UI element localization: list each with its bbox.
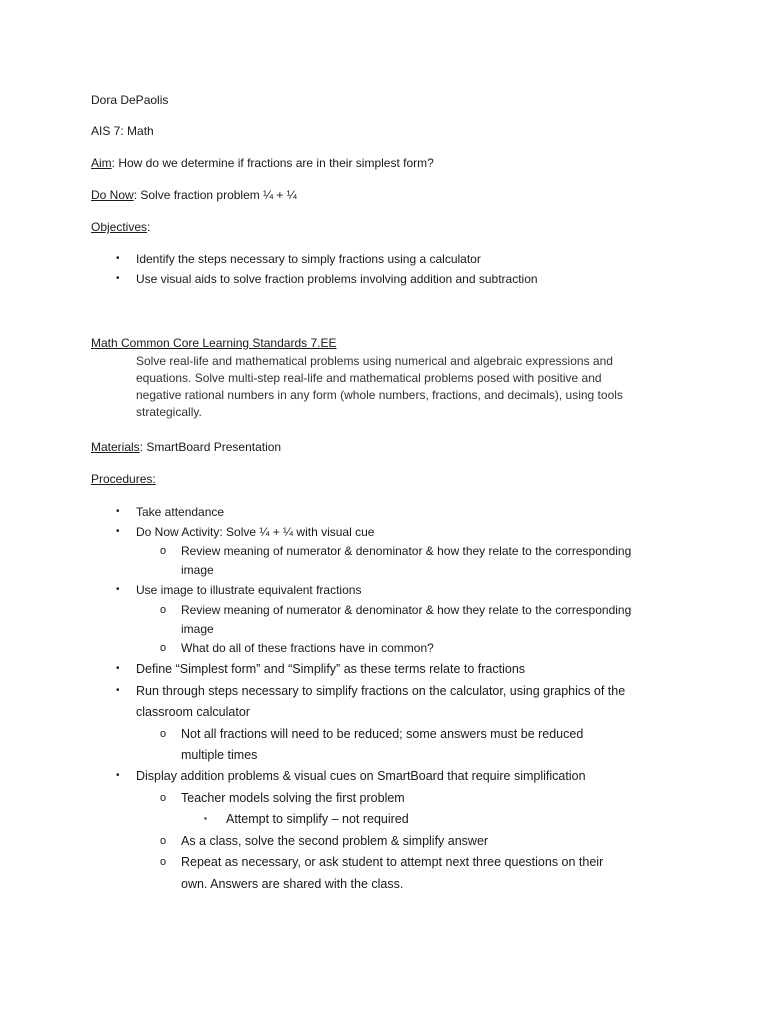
objective-item: Identify the steps necessary to simply fractions using a calculator	[136, 252, 481, 266]
standards-line: Solve real-life and mathematical problems using numerical and algebraic expressions and	[136, 354, 613, 368]
aim-label: Aim	[91, 156, 112, 170]
procedure-subitem: Review meaning of numerator & denominator & how they relate to the corresponding	[181, 603, 632, 617]
procedure-subitem: Repeat as necessary, or ask student to attempt next three questions on their	[181, 855, 604, 869]
procedure-subitem-cont: image	[181, 622, 214, 636]
procedure-subitem-cont: image	[181, 563, 214, 577]
procedure-subsubitem: Attempt to simplify – not required	[226, 812, 409, 826]
objectives-heading	[91, 219, 150, 235]
bullet-disc: •	[116, 584, 120, 595]
procedure-subitem: As a class, solve the second problem & simplify answer	[181, 834, 489, 848]
standards-line: strategically.	[136, 405, 202, 419]
aim-line	[91, 155, 434, 171]
author-name: Dora DePaolis	[91, 93, 169, 107]
bullet-disc: •	[116, 685, 120, 696]
materials-text: : SmartBoard Presentation	[139, 440, 282, 454]
procedure-item: Run through steps necessary to simplify fractions on the calculator, using graphics of the	[136, 684, 626, 698]
procedure-subitem-cont: multiple times	[181, 748, 258, 762]
bullet-circle: o	[160, 642, 167, 654]
standards-paragraph	[136, 353, 666, 421]
procedure-item: Take attendance	[136, 505, 225, 519]
materials-line	[91, 439, 281, 455]
objectives-label: Objectives	[91, 220, 148, 234]
procedure-subitem: Review meaning of numerator & denominator & how they relate to the corresponding	[181, 544, 632, 558]
materials-label: Materials	[91, 440, 140, 454]
bullet-circle: o	[160, 545, 167, 557]
aim-text: : How do we determine if fractions are in their simplest form?	[111, 156, 434, 170]
bullet-disc: •	[116, 253, 120, 264]
bullet-circle: o	[160, 792, 167, 804]
standards-line: negative rational numbers in any form (whole numbers, fractions, and decimals), using tools	[136, 388, 623, 402]
procedure-item-cont: classroom calculator	[136, 705, 250, 719]
procedure-subitem: Not all fractions will need to be reduced; some answers must be reduced	[181, 727, 584, 741]
procedure-item: Define “Simplest form” and “Simplify” as these terms relate to fractions	[136, 662, 526, 676]
procedure-subitem: What do all of these fractions have in common?	[181, 641, 434, 655]
do-now-line	[91, 187, 297, 203]
bullet-disc: •	[116, 526, 120, 537]
procedure-subitem: Teacher models solving the first problem	[181, 791, 405, 805]
standards-heading: Math Common Core Learning Standards 7.EE	[91, 336, 337, 350]
course-title: AIS 7: Math	[91, 124, 154, 138]
procedure-item: Do Now Activity: Solve ¼ + ¼ with visual cue	[136, 525, 375, 539]
bullet-disc: •	[116, 663, 120, 674]
bullet-disc: •	[116, 273, 120, 284]
procedures-heading: Procedures:	[91, 472, 156, 486]
procedure-subitem-cont: own. Answers are shared with the class.	[181, 877, 404, 891]
bullet-circle: o	[160, 835, 167, 847]
procedure-item: Use image to illustrate equivalent fractions	[136, 583, 362, 597]
standards-line: equations. Solve multi-step real-life and mathematical problems posed with positive and	[136, 371, 602, 385]
bullet-disc: •	[116, 770, 120, 781]
bullet-circle: o	[160, 728, 167, 740]
bullet-disc: •	[116, 506, 120, 517]
objectives-colon: :	[147, 220, 151, 234]
bullet-circle: o	[160, 856, 167, 868]
bullet-circle: o	[160, 604, 167, 616]
do-now-label: Do Now	[91, 188, 134, 202]
bullet-square: ▪	[204, 814, 207, 823]
do-now-text: : Solve fraction problem ¼ + ¼	[133, 188, 297, 202]
objective-item: Use visual aids to solve fraction problems involving addition and subtraction	[136, 272, 538, 286]
procedure-item: Display addition problems & visual cues on SmartBoard that require simplification	[136, 769, 586, 783]
